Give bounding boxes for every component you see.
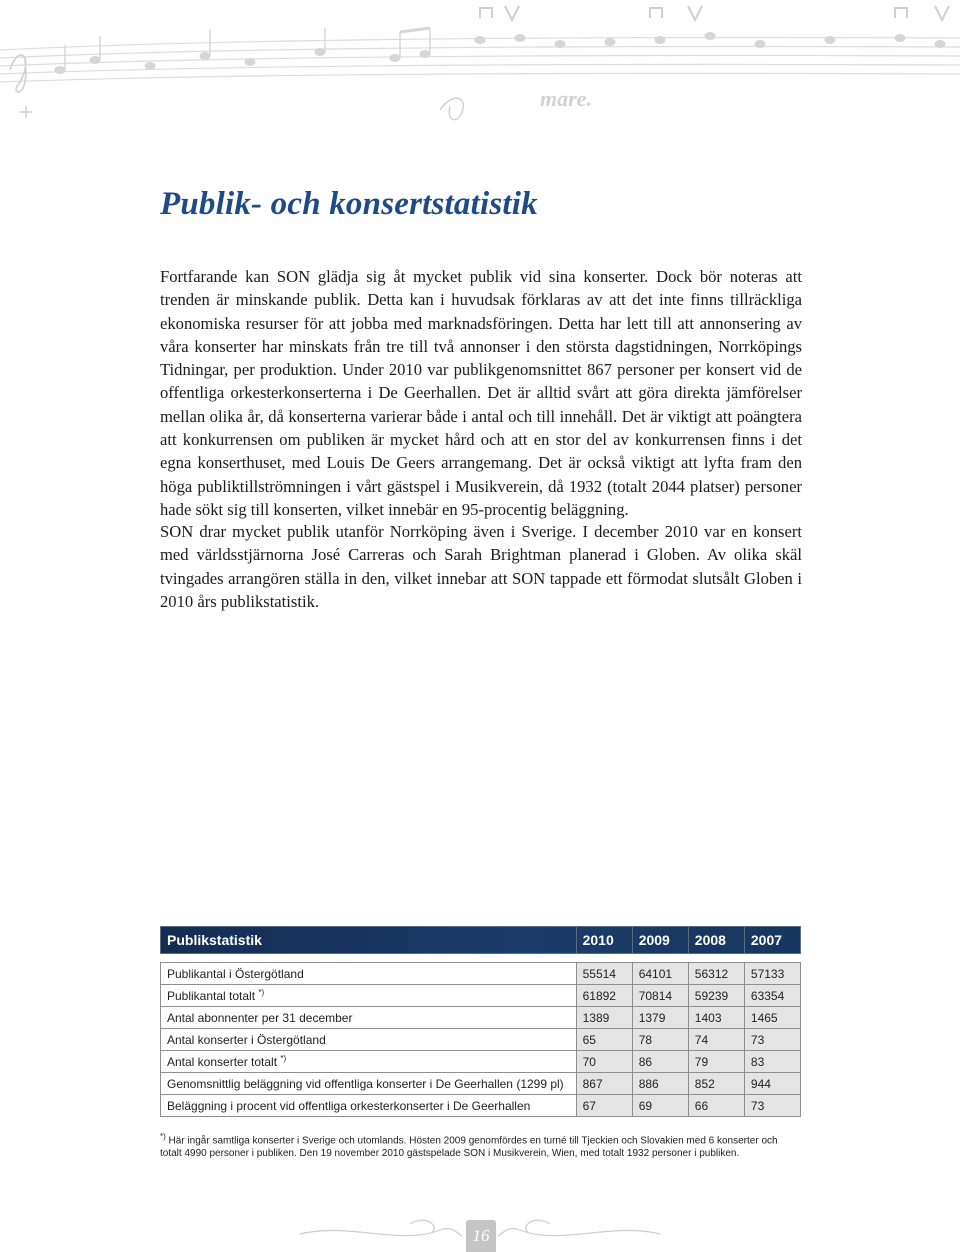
table-header-year: 2010 (576, 927, 632, 954)
row-label: Publikantal totalt *) (161, 985, 577, 1007)
table-cell: 65 (576, 1029, 632, 1051)
table-cell: 70 (576, 1051, 632, 1073)
table-cell: 944 (744, 1073, 800, 1095)
table-row (161, 1073, 801, 1095)
footnote-marker: *) (160, 1132, 166, 1141)
page-footer (0, 1212, 960, 1252)
table-cell: 1465 (744, 1007, 800, 1029)
table-cell: 55514 (576, 963, 632, 985)
table-cell: 56312 (688, 963, 744, 985)
table-row (161, 1051, 801, 1073)
table-row (161, 1007, 801, 1029)
body-paragraph: SON drar mycket publik utanför Norrköping även i Sverige. I december 2010 var en konsert med världsstjärnorna José Carreras och Sarah Brightman planerad i Globen. Av olika skäl tvingades arrangören ställa in den, vilket innebar att SON tappade ett förmodat slutsålt Globen i 2010 års publikstatistik. (160, 522, 802, 611)
footnote-text: Här ingår samtliga konserter i Sverige och utomlands. Hösten 2009 genomfördes en turné till Tjeckien och Slovakien med 6 konserter och totalt 4990 personer i publiken. Den 19 november 2010 gästspelade SON i Musikverein, Wien, med totalt 1932 personer i publiken. (160, 1135, 778, 1160)
table-cell: 867 (576, 1073, 632, 1095)
table-cell: 63354 (744, 985, 800, 1007)
row-label: Genomsnittlig beläggning vid offentliga konserter i De Geerhallen (1299 pl) (161, 1073, 577, 1095)
table-spacer (161, 954, 801, 963)
table-cell: 1379 (632, 1007, 688, 1029)
table-cell: 70814 (632, 985, 688, 1007)
table-header-row (161, 927, 801, 954)
table-header-year: 2008 (688, 927, 744, 954)
statistics-table (160, 926, 801, 1117)
table-cell: 64101 (632, 963, 688, 985)
table-cell: 61892 (576, 985, 632, 1007)
table-cell: 67 (576, 1095, 632, 1117)
table-row (161, 985, 801, 1007)
row-label: Antal abonnenter per 31 december (161, 1007, 577, 1029)
table-cell: 66 (688, 1095, 744, 1117)
row-label: Antal konserter i Östergötland (161, 1029, 577, 1051)
table-cell: 78 (632, 1029, 688, 1051)
page-number: 16 (466, 1220, 496, 1252)
table-header-year: 2007 (744, 927, 800, 954)
table-cell: 79 (688, 1051, 744, 1073)
table-cell: 69 (632, 1095, 688, 1117)
table-cell: 57133 (744, 963, 800, 985)
table-cell: 83 (744, 1051, 800, 1073)
table-row (161, 963, 801, 985)
score-marking: mare. (540, 86, 592, 111)
row-label: Antal konserter totalt *) (161, 1051, 577, 1073)
table-row (161, 1029, 801, 1051)
table-cell: 74 (688, 1029, 744, 1051)
row-label: Publikantal i Östergötland (161, 963, 577, 985)
table-cell: 852 (688, 1073, 744, 1095)
table-header-year: 2009 (632, 927, 688, 954)
table-cell: 73 (744, 1095, 800, 1117)
table-cell: 1389 (576, 1007, 632, 1029)
footnote (160, 1130, 802, 1160)
page-title: Publik- och konsertstatistik (160, 186, 538, 222)
table-cell: 86 (632, 1051, 688, 1073)
table-cell: 73 (744, 1029, 800, 1051)
table-row (161, 1095, 801, 1117)
sheet-music-decoration (0, 0, 960, 140)
table-cell: 1403 (688, 1007, 744, 1029)
table-cell: 59239 (688, 985, 744, 1007)
table-header-title: Publikstatistik (161, 927, 577, 954)
table-cell: 886 (632, 1073, 688, 1095)
row-label: Beläggning i procent vid offentliga orkesterkonserter i De Geerhallen (161, 1095, 577, 1117)
body-paragraph: Fortfarande kan SON glädja sig åt mycket publik vid sina konserter. Dock bör noteras att trenden är minskande publik. Detta kan i huvudsak förklaras av att det inte finns tillräckliga ekonomiska resurser för att jobba med marknadsföringen. Detta har lett till att annonsering av våra konserter har minskats från tre till två annonser i den största dagstidningen, Norrköpings Tidningar, per produktion. Under 2010 var publikgenomsnittet 867 personer per konsert vid de offentliga orkesterkonserterna i De Geerhallen. Det är alltid svårt att göra direkta jämförelser mellan olika år, då konserterna varierar både i antal och till innehåll. Det är viktigt att poängtera att konkurrensen om publiken är mycket hård och att en stor del av konkurrensen finns i det egna konserthuset, med Louis De Geers arrangemang. Det är också viktigt att lyfta fram den höga publiktillströmningen i vårt gästspel i Musikverein, då 1932 (totalt 2044 platser) personer hade sökt sig till konserten, vilket innebär en 95-procentig beläggning. (160, 267, 802, 519)
